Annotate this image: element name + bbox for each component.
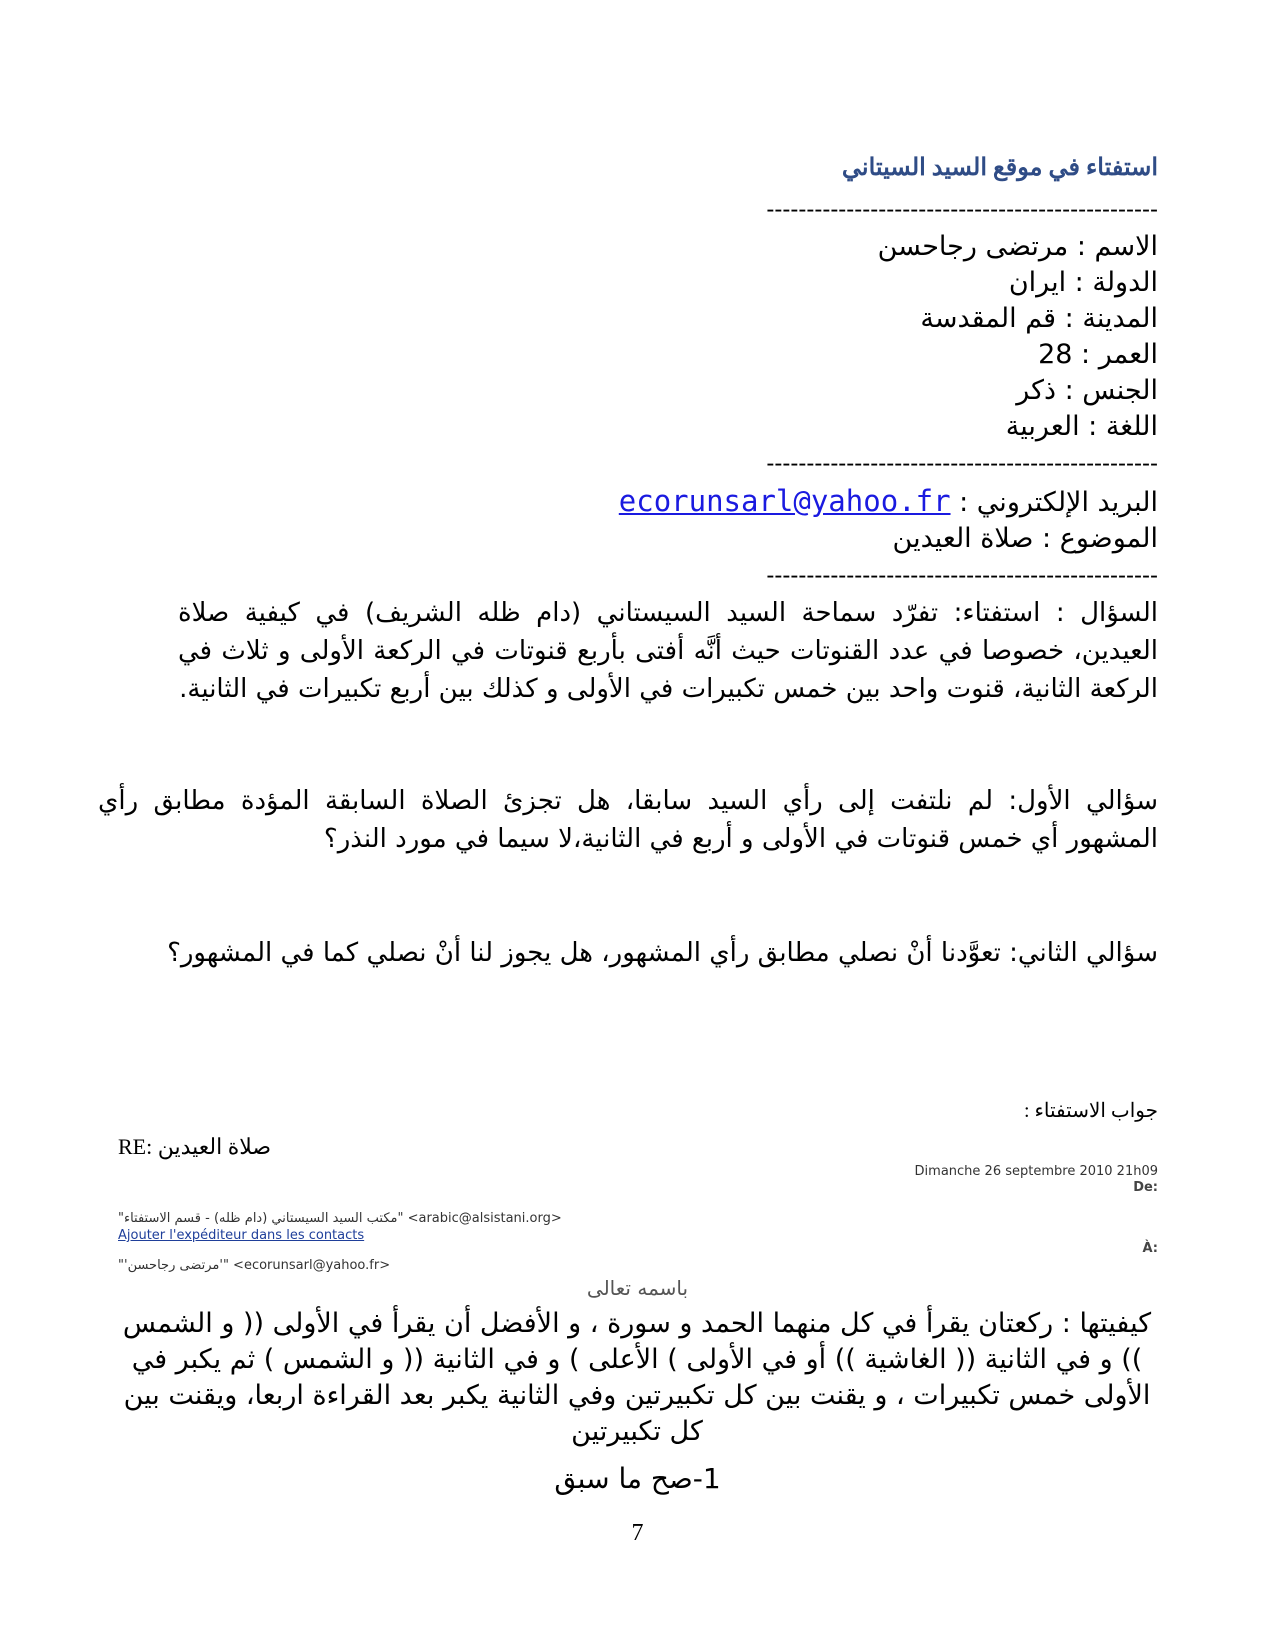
question-paragraph: السؤال : استفتاء: تفرّد سماحة السيد السيستاني (دام ظله الشريف) في كيفية صلاة العيدين، خصوصا في عدد القنوتات حيث أنَّه أفتى بأربع قنوتات في الركعة الأولى و ثلاث في الركعة الثانية، قنوت واحد بين خمس تكبيرات في الأولى و كذلك بين أربع تكبيرات في الثانية.	[178, 598, 1158, 704]
page-title: استفتاء في موقع السيد السيتاني	[841, 155, 1158, 181]
from-address: "مكتب السيد السيستاني (دام ظله) - قسم الاستفتاء" <arabic@alsistani.org>	[118, 1211, 562, 1226]
separator-1: -------------------------------------------------	[766, 196, 1158, 223]
answer-text: كيفيتها : ركعتان يقرأ في كل منهما الحمد و سورة ، و الأفضل أن يقرأ في الأولى (( و الشمس )) و في الثانية (( الغاشية )) أو في الأولى ) الأعلى ) و في الثانية (( و الشمس ) ثم يكبر في الأولى خمس تكبيرات ، و يقنت بين كل تكبيرتين وفي الثانية يكبر بعد القراءة اربعا، ويقنت بين كل تكبيرتين	[122, 1308, 1152, 1447]
separator-3: -------------------------------------------------	[766, 562, 1158, 589]
add-contact-link[interactable]: Ajouter l'expéditeur dans les contacts	[118, 1228, 365, 1243]
field-country: الدولة : ايران	[1008, 267, 1158, 298]
field-subject: الموضوع : صلاة العيدين	[892, 523, 1158, 554]
email-row	[619, 482, 1158, 522]
field-name: الاسم : مرتضى رجاحسن	[877, 231, 1158, 262]
reply-subject: RE: صلاة العيدين	[118, 1134, 272, 1159]
to-address: "'مرتضى رجاحسن'" <ecorunsarl@yahoo.fr>	[118, 1258, 391, 1273]
question-1: سؤالي الأول: لم نلتفت إلى رأي السيد سابقا، هل تجزئ الصلاة السابقة المؤدة مطابق رأي المشهور أي خمس قنوتات في الأولى و أربع في الثانية،لا سيما في مورد النذر؟	[98, 786, 1158, 854]
answer-item-1: 1-صح ما سبق	[554, 1462, 721, 1495]
field-gender: الجنس : ذكر	[1016, 375, 1158, 406]
question-2: سؤالي الثاني: تعوَّدنا أنْ نصلي مطابق رأي المشهور، هل يجوز لنا أنْ نصلي كما في المشهور؟	[167, 938, 1158, 968]
field-language: اللغة : العربية	[1005, 411, 1158, 442]
basmala: باسمه تعالى	[586, 1276, 689, 1300]
field-age: العمر : 28	[1038, 339, 1158, 370]
separator-2: -------------------------------------------------	[766, 450, 1158, 477]
email-link[interactable]: ecorunsarl@yahoo.fr	[618, 484, 951, 518]
email-date: Dimanche 26 septembre 2010 21h09	[914, 1164, 1158, 1179]
answer-label: جواب الاستفتاء :	[1023, 1100, 1158, 1122]
page-number: 7	[631, 1520, 644, 1546]
to-label: À:	[1142, 1241, 1158, 1256]
field-city: المدينة : قم المقدسة	[920, 303, 1158, 334]
email-label: البريد الإلكتروني :	[959, 487, 1158, 518]
from-label: De:	[1133, 1180, 1158, 1195]
